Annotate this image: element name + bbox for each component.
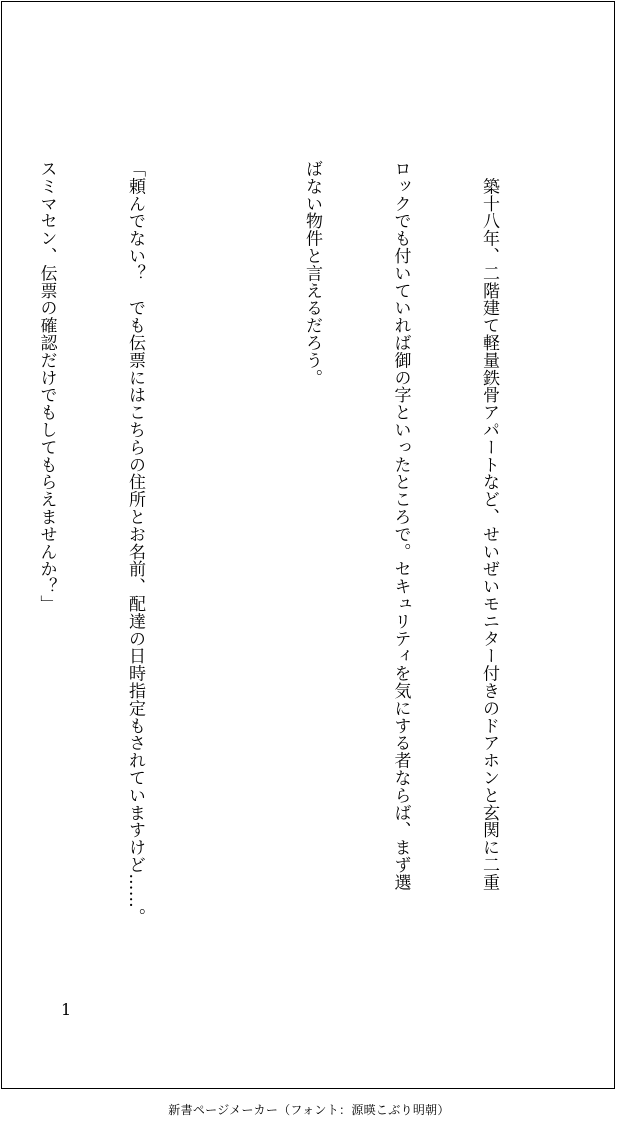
- vertical-text-body: [0, 160, 562, 960]
- text-line: スミマセン、伝票の確認だけでもしてもらえませんか？」: [36, 160, 57, 613]
- blank-line: [208, 160, 238, 960]
- page-number: 1: [61, 1000, 72, 1019]
- text-line: ロックでも付いていれば御の字といったところで。セキュリティを気にする者ならば、まず選: [390, 160, 411, 891]
- footer-caption: 新書ページメーカー（フォント：源暎こぶり明朝）: [168, 1103, 450, 1117]
- book-page: [1, 1, 615, 1089]
- text-line: 築十八年、二階建て軽量鉄骨アパートなど、せいぜいモニター付きのドアホンと玄関に二重: [479, 160, 499, 891]
- text-line: ばない物件と言えるだろう。: [302, 160, 322, 387]
- text-line: 「頼んでない？ でも伝票にはこちらの住所とお名前、配達の日時指定もされていますけど……。: [125, 160, 145, 926]
